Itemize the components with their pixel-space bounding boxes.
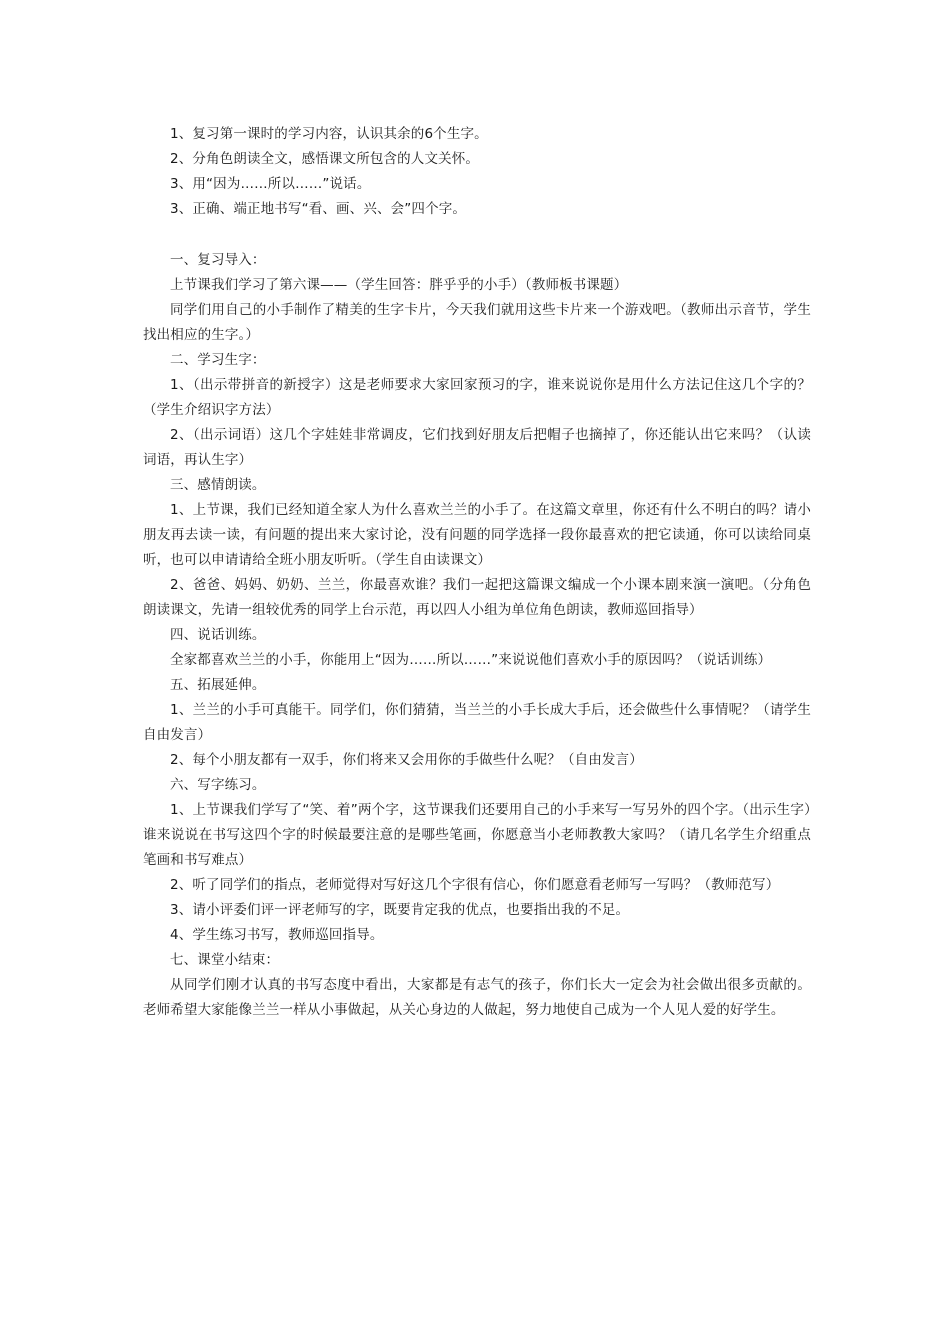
section-heading-new-characters: 二、学习生字：	[170, 352, 266, 368]
section-heading-review: 一、复习导入：	[170, 252, 266, 268]
paragraph: 2、每个小朋友都有一双手，你们将来又会用你的手做些什么呢？（自由发言）	[170, 752, 643, 768]
blank-line	[143, 222, 811, 248]
paragraph: 3、请小评委们评一评老师写的字，既要肯定我的优点，也要指出我的不足。	[170, 902, 630, 918]
section-heading-reading: 三、感情朗读。	[170, 477, 266, 493]
section-heading-summary: 七、课堂小结束：	[170, 952, 280, 968]
objective-1: 1、复习第一课时的学习内容，认识其余的6个生字。	[170, 126, 488, 142]
section-heading-speaking: 四、说话训练。	[170, 627, 266, 643]
objective-3: 3、用“因为……所以……”说话。	[170, 176, 371, 192]
paragraph: 1、上节课，我们已经知道全家人为什么喜欢兰兰的小手了。在这篇文章里，你还有什么不明白的吗？请小朋友再去读一读，有问题的提出来大家讨论，没有问题的同学选择一段你最喜欢的把它读通，你可以读给同桌听，也可以申请请给全班小朋友听听。（学生自由读课文）	[143, 502, 811, 568]
paragraph: 4、学生练习书写，教师巡回指导。	[170, 927, 384, 943]
objective-2: 2、分角色朗读全文，感悟课文所包含的人文关怀。	[170, 151, 480, 167]
paragraph: 2、爸爸、妈妈、奶奶、兰兰，你最喜欢谁？我们一起把这篇课文编成一个小课本剧来演一演吧。（分角色朗读课文，先请一组较优秀的同学上台示范，再以四人小组为单位角色朗读，教师巡回指导）	[143, 577, 811, 618]
paragraph: 1、上节课我们学写了“笑、着”两个字，这节课我们还要用自己的小手来写一写另外的四个字。（出示生字）谁来说说在书写这四个字的时候最要注意的是哪些笔画，你愿意当小老师教教大家吗？（请几名学生介绍重点笔画和书写难点）	[143, 802, 811, 868]
paragraph: 1、（出示带拼音的新授字）这是老师要求大家回家预习的字，谁来说说你是用什么方法记住这几个字的？（学生介绍识字方法）	[143, 377, 811, 418]
section-heading-writing: 六、写字练习。	[170, 777, 266, 793]
paragraph: 从同学们刚才认真的书写态度中看出，大家都是有志气的孩子，你们长大一定会为社会做出很多贡献的。老师希望大家能像兰兰一样从小事做起，从关心身边的人做起，努力地使自己成为一个人见人爱的好学生。	[143, 977, 811, 1018]
paragraph: 2、（出示词语）这几个字娃娃非常调皮，它们找到好朋友后把帽子也摘掉了，你还能认出它来吗？（认读词语，再认生字）	[143, 427, 811, 468]
paragraph: 1、兰兰的小手可真能干。同学们，你们猜猜，当兰兰的小手长成大手后，还会做些什么事情呢？（请学生自由发言）	[143, 702, 811, 743]
paragraph: 全家都喜欢兰兰的小手，你能用上“因为……所以……”来说说他们喜欢小手的原因吗？（说话训练）	[170, 652, 772, 668]
paragraph: 同学们用自己的小手制作了精美的生字卡片，今天我们就用这些卡片来一个游戏吧。（教师出示音节，学生找出相应的生字。）	[143, 302, 811, 343]
paragraph: 2、听了同学们的指点，老师觉得对写好这几个字很有信心，你们愿意看老师写一写吗？（教师范写）	[170, 877, 780, 893]
document-body	[143, 122, 811, 1023]
paragraph: 上节课我们学习了第六课——（学生回答：胖乎乎的小手）（教师板书课题）	[170, 277, 628, 293]
section-heading-extension: 五、拓展延伸。	[170, 677, 266, 693]
objective-4: 3、正确、端正地书写“看、画、兴、会”四个字。	[170, 201, 467, 217]
